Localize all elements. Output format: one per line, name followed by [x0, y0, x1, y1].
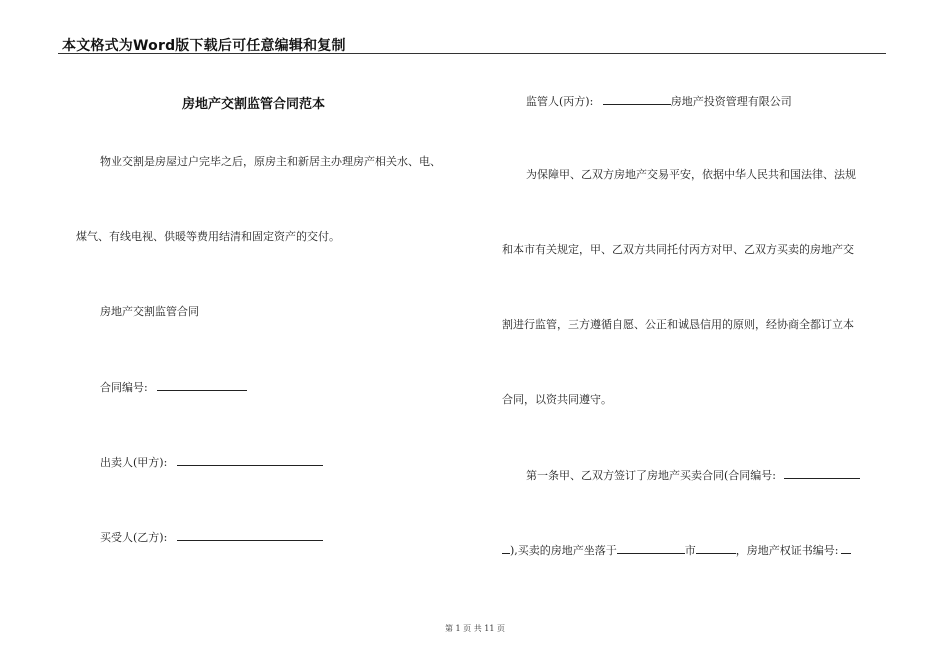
contract-name: 房地产交割监管合同	[100, 305, 199, 318]
intro-paragraph-line-2: 煤气、有线电视、供暖等费用结清和固定资产的交付。	[76, 230, 340, 243]
article-1-line-1	[526, 468, 860, 482]
seller-row	[100, 455, 323, 469]
contract-number-label: 合同编号:	[100, 381, 148, 394]
purchase-contract-number-blank[interactable]	[784, 468, 860, 479]
purpose-paragraph-line-4: 合同，以资共同遵守。	[502, 393, 612, 406]
supervisor-blank[interactable]	[603, 94, 671, 105]
contract-number-continuation-blank[interactable]	[502, 543, 510, 554]
supervisor-label: 监管人(丙方):	[526, 95, 594, 108]
purpose-paragraph-line-3: 割进行监管，三方遵循自愿、公正和诚恳信用的原则，经协商全都订立本	[502, 318, 854, 331]
certificate-number-text: ，房地产权证书编号:	[735, 544, 839, 557]
supervisor-value: 房地产投资管理有限公司	[670, 95, 792, 108]
contract-number-row	[100, 380, 247, 394]
page-footer: 第 1 页 共 11 页	[445, 624, 505, 633]
purpose-paragraph-line-2: 和本市有关规定，甲、乙双方共同托付丙方对甲、乙双方买卖的房地产交	[502, 243, 854, 256]
intro-paragraph-line-1: 物业交割是房屋过户完毕之后，原房主和新居主办理房产相关水、电、	[100, 155, 441, 168]
article-1-text: 第一条甲、乙双方签订了房地产买卖合同(合同编号:	[526, 469, 776, 482]
city-text: 市	[684, 544, 696, 557]
left-column	[62, 0, 472, 672]
property-location-text: ),买卖的房地产坐落于	[510, 544, 617, 557]
purpose-paragraph-line-1: 为保障甲、乙双方房地产交易平安，依据中华人民共和国法律、法规	[526, 168, 856, 181]
buyer-blank[interactable]	[177, 530, 323, 541]
seller-label: 出卖人(甲方):	[100, 456, 168, 469]
seller-blank[interactable]	[177, 455, 323, 466]
supervisor-row	[526, 94, 792, 108]
property-location-blank[interactable]	[617, 543, 685, 554]
article-1-line-2	[502, 543, 851, 557]
right-column	[500, 0, 890, 672]
document-title: 房地产交割监管合同范本	[182, 97, 326, 112]
contract-number-blank[interactable]	[157, 380, 247, 391]
buyer-label: 买受人(乙方):	[100, 531, 168, 544]
certificate-number-blank[interactable]	[841, 543, 851, 554]
document-header: 本文格式为Word版下载后可任意编辑和复制	[62, 38, 346, 54]
buyer-row	[100, 530, 323, 544]
city-blank[interactable]	[696, 543, 736, 554]
